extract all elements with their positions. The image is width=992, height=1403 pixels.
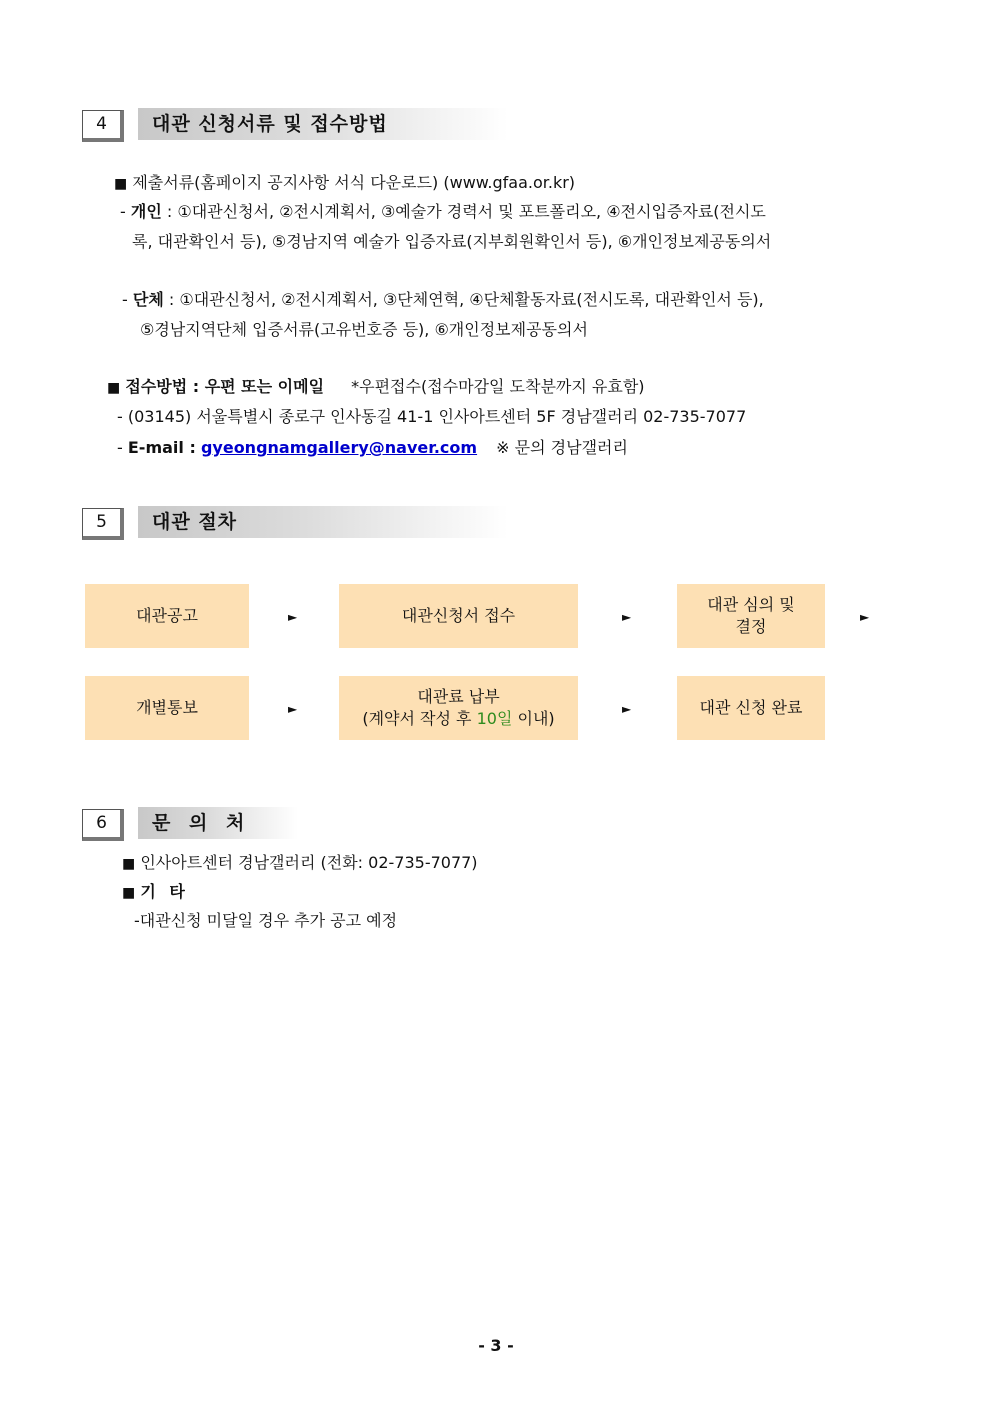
square-bullet-icon: ■ <box>107 380 121 396</box>
square-bullet-icon: ■ <box>122 885 136 901</box>
square-bullet-icon: ■ <box>114 176 128 192</box>
etc-label: 기 타 <box>140 882 189 901</box>
step-label: 대관공고 <box>136 606 198 625</box>
docs-line <box>114 172 575 195</box>
arrow-right-icon: ► <box>622 702 632 716</box>
individual-text-1: : ①대관신청서, ②전시계획서, ③예술가 경력서 및 포트폴리오, ④전시입증자료(전시도 <box>161 202 766 221</box>
email-line <box>117 437 628 459</box>
section-6-number: 6 <box>82 809 124 841</box>
step-announcement <box>85 584 249 648</box>
step-label-line-1: 대관 심의 및 <box>707 595 795 614</box>
arrow-right-icon: ► <box>622 610 632 624</box>
step-complete <box>677 676 825 740</box>
address-line: - (03145) 서울특별시 종로구 인사동길 41-1 인사아트센터 5F 경남갤러리 02-735-7077 <box>117 407 747 426</box>
section-4-number: 4 <box>82 110 124 142</box>
square-bullet-icon: ■ <box>122 856 136 872</box>
step-label-line-2 <box>362 708 554 730</box>
step-review <box>677 584 825 648</box>
step-notification <box>85 676 249 740</box>
arrow-right-icon: ► <box>860 610 870 624</box>
step-label-pre: (계약서 작성 후 <box>362 709 477 728</box>
step-label: 개별통보 <box>136 698 198 717</box>
etc-line <box>122 881 189 904</box>
group-text-1: : ①대관신청서, ②전시계획서, ③단체연혁, ④단체활동자료(전시도록, 대관확인서 등), <box>163 290 764 309</box>
section-5-number: 5 <box>82 508 124 540</box>
step-label: 대관 신청 완료 <box>699 698 803 717</box>
email-label: E-mail : <box>127 438 196 457</box>
section-4-title: 대관 신청서류 및 접수방법 <box>138 108 508 140</box>
step-label-line-1: 대관료 납부 <box>417 687 500 706</box>
step-label-post: 이내) <box>512 709 555 728</box>
individual-line-2: 록, 대관확인서 등), ⑤경남지역 예술가 입증자료(지부회원확인서 등), ⑥개인정보제공동의서 <box>132 232 772 251</box>
submit-line <box>107 376 645 399</box>
group-line-1 <box>122 289 764 311</box>
email-link[interactable]: gyeongnamgallery@naver.com <box>200 438 478 457</box>
arrow-right-icon: ► <box>288 702 298 716</box>
step-application <box>339 584 578 648</box>
group-line-2: ⑤경남지역단체 입증서류(고유번호증 등), ⑥개인정보제공동의서 <box>140 320 588 339</box>
dash: - <box>122 290 128 309</box>
individual-label: 개인 <box>130 202 162 221</box>
contact-line <box>122 852 478 875</box>
dash: - <box>117 438 123 457</box>
step-label-line-2: 결정 <box>735 617 767 636</box>
section-6-title: 문 의 처 <box>138 807 298 839</box>
group-label: 단체 <box>132 290 164 309</box>
step-payment <box>339 676 578 740</box>
email-note: ※ 문의 경남갤러리 <box>496 438 628 457</box>
page-number: - 3 - <box>478 1336 514 1355</box>
step-label-highlight: 10일 <box>476 709 513 728</box>
section-5-title: 대관 절차 <box>138 506 508 538</box>
docs-text: 제출서류(홈페이지 공지사항 서식 다운로드) (www.gfaa.or.kr) <box>132 173 576 192</box>
arrow-right-icon: ► <box>288 610 298 624</box>
dash: - <box>120 202 126 221</box>
etc-text: -대관신청 미달일 경우 추가 공고 예정 <box>134 911 398 930</box>
submit-label: 접수방법 : 우편 또는 이메일 <box>125 377 325 396</box>
submit-note: *우편접수(접수마감일 도착분까지 유효함) <box>351 377 645 396</box>
individual-line-1 <box>120 201 766 223</box>
contact-text: 인사아트센터 경남갤러리 (전화: 02-735-7077) <box>140 853 478 872</box>
step-label: 대관신청서 접수 <box>401 606 516 625</box>
